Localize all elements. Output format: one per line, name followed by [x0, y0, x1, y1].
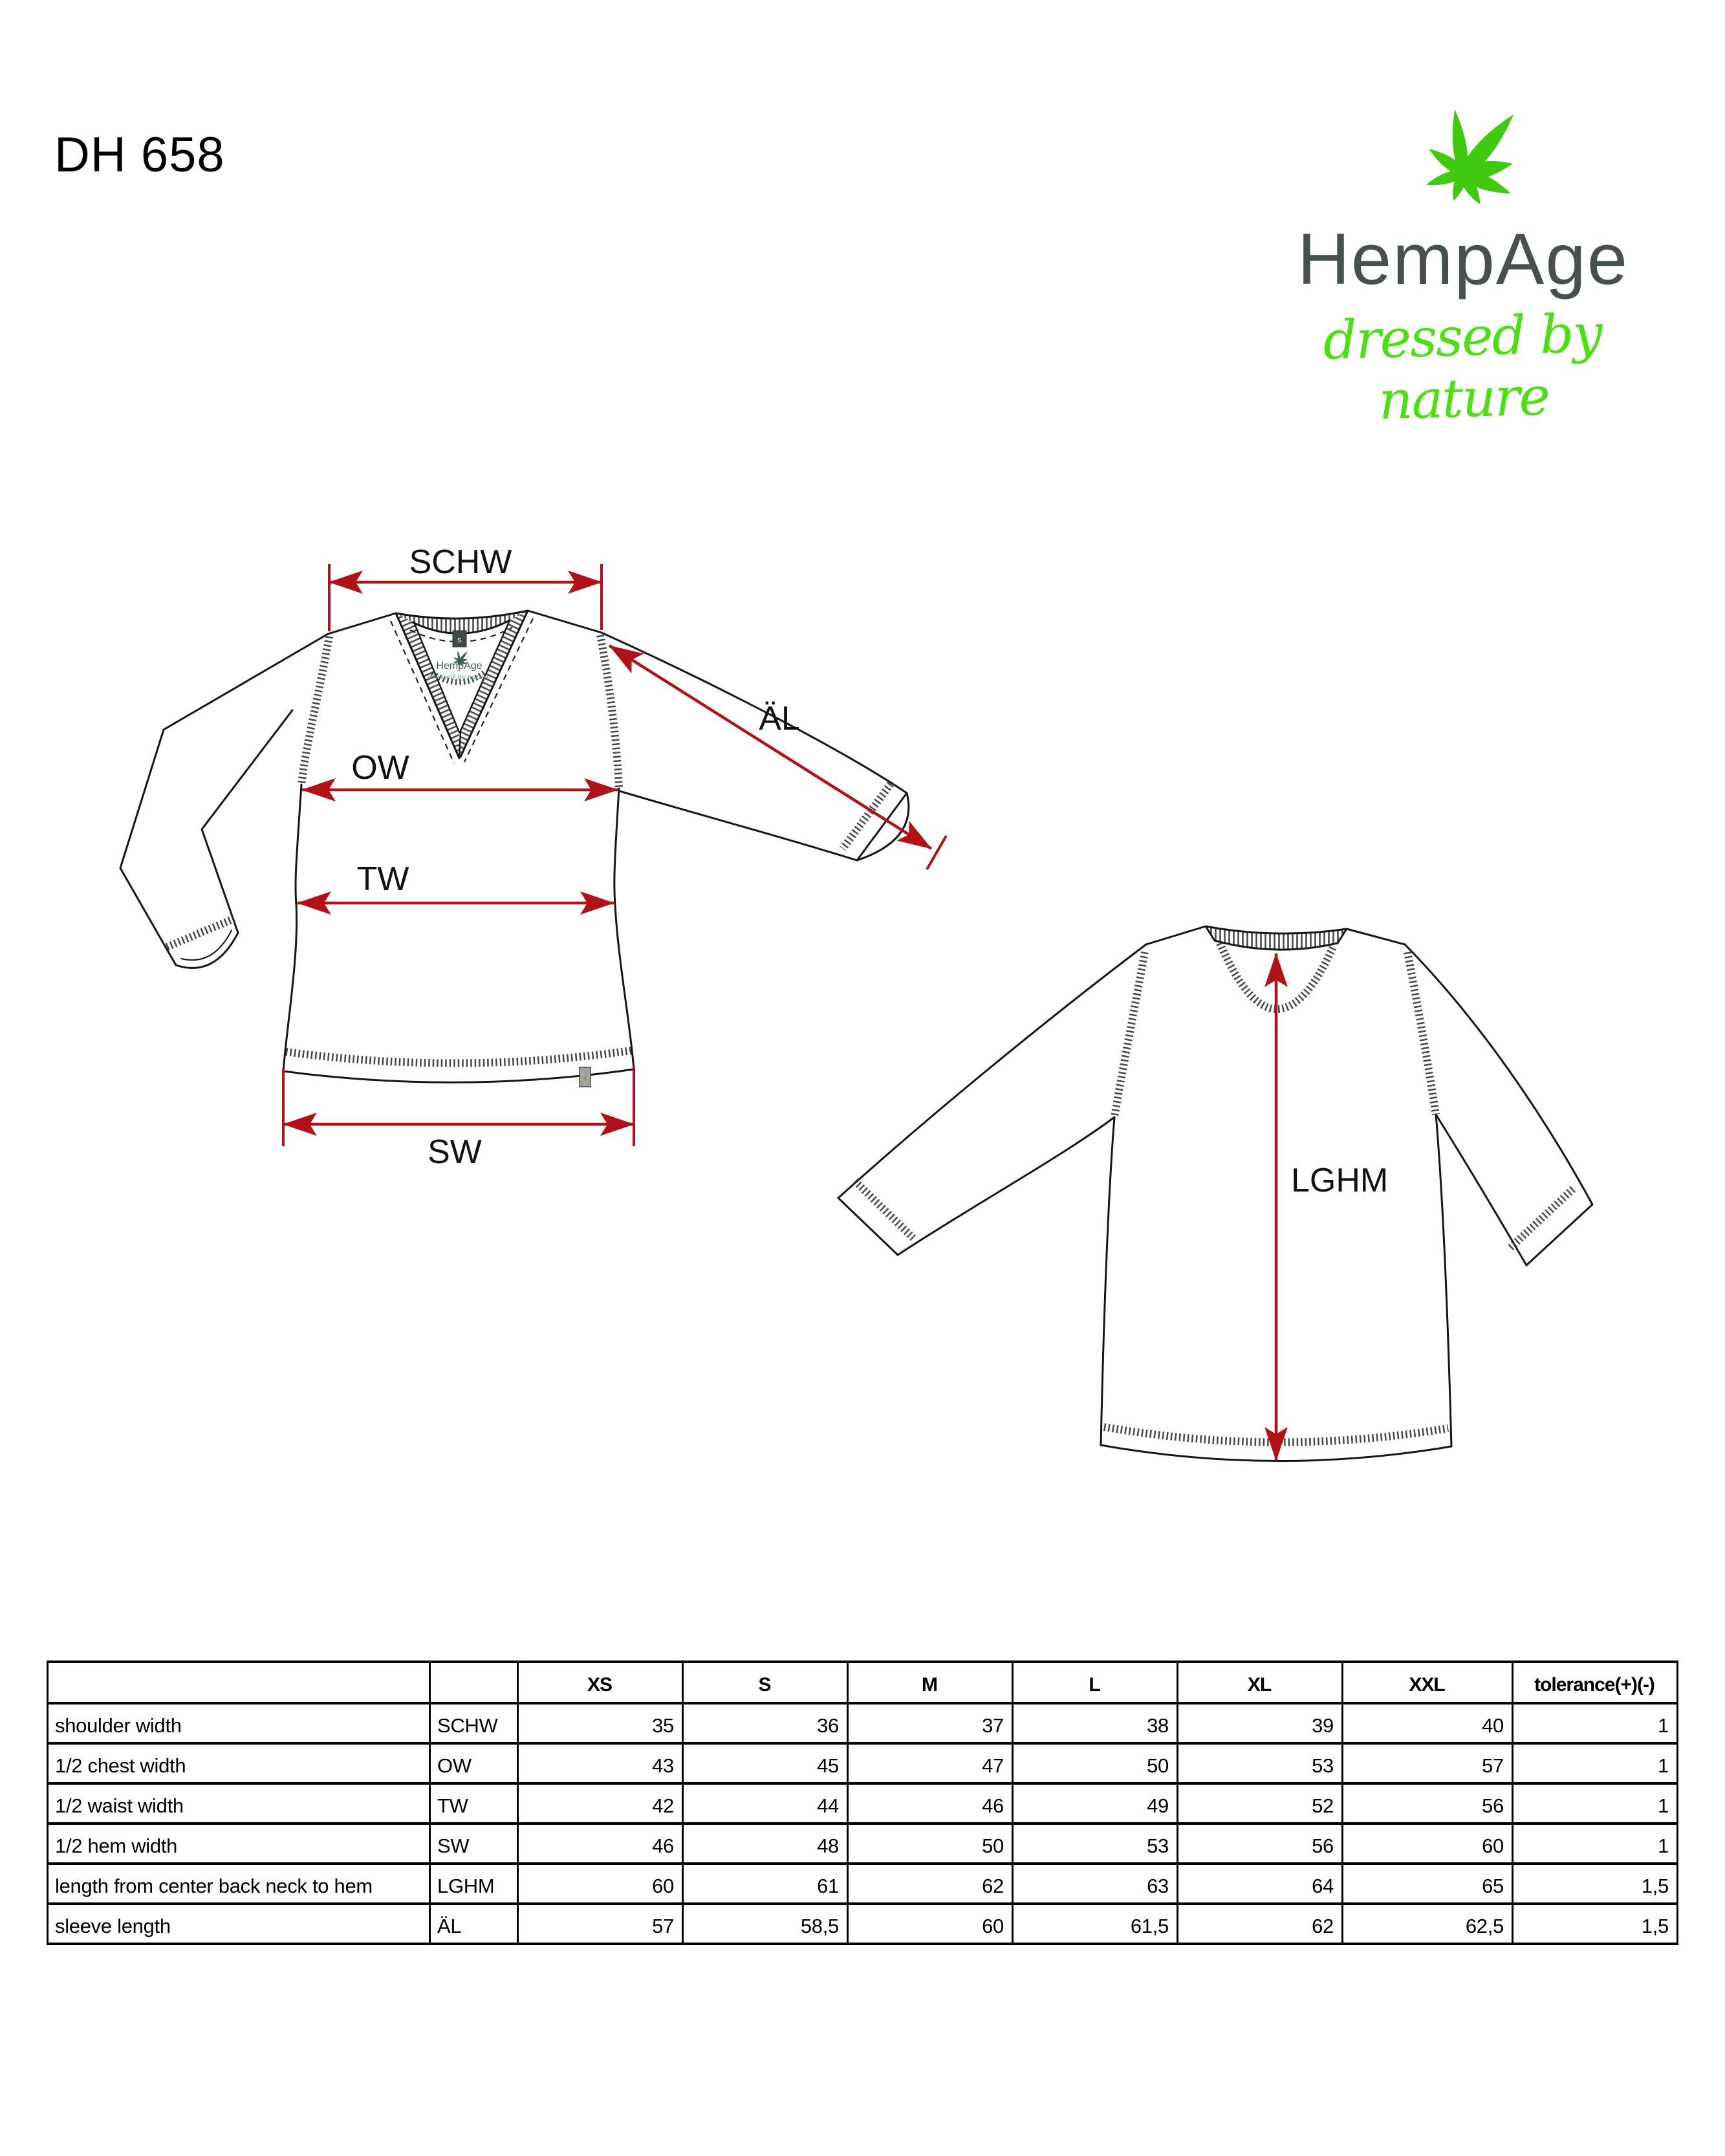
value-xxl: 60	[1343, 1824, 1513, 1864]
ow-label: OW	[351, 749, 409, 787]
table-row	[48, 1904, 1678, 1944]
value-xl: 56	[1178, 1824, 1343, 1864]
logo-tagline-text: dressed by nature	[1322, 303, 1603, 432]
value-xxl: 40	[1343, 1703, 1513, 1743]
value-s: 44	[683, 1783, 848, 1824]
measure-label: 1/2 waist width	[48, 1783, 430, 1824]
measure-label: length from center back neck to hem	[48, 1864, 430, 1904]
page-title: DH 658	[54, 127, 225, 182]
value-xxl: 57	[1343, 1743, 1513, 1783]
value-m: 62	[848, 1864, 1013, 1904]
schw-label: SCHW	[409, 543, 512, 581]
logo-brand-text: HempAge	[1297, 219, 1629, 299]
header-l: L	[1013, 1662, 1178, 1703]
value-tolerance: 1	[1513, 1743, 1678, 1783]
measure-label: 1/2 chest width	[48, 1743, 430, 1783]
value-xxl: 65	[1343, 1864, 1513, 1904]
value-m: 60	[848, 1904, 1013, 1944]
value-tolerance: 1	[1513, 1783, 1678, 1824]
header-m: M	[848, 1662, 1013, 1703]
value-l: 61,5	[1013, 1904, 1178, 1944]
value-l: 38	[1013, 1703, 1178, 1743]
value-xl: 62	[1178, 1904, 1343, 1944]
back-view-drawing	[838, 926, 1592, 1461]
header-code-blank	[430, 1662, 518, 1703]
measure-code: TW	[430, 1783, 518, 1824]
measure-code: ÄL	[430, 1904, 518, 1944]
front-view-drawing	[120, 543, 946, 1171]
value-xs: 42	[518, 1783, 683, 1824]
value-m: 37	[848, 1703, 1013, 1743]
value-xs: 57	[518, 1904, 683, 1944]
value-xl: 39	[1178, 1703, 1343, 1743]
table-row	[48, 1824, 1678, 1864]
neck-label-tagline: dressed by nature	[428, 673, 491, 681]
al-extent-tick	[927, 836, 946, 869]
neck-label	[428, 631, 490, 681]
neck-label-size: s	[457, 635, 462, 644]
header-s: S	[683, 1662, 848, 1703]
value-xxl: 56	[1343, 1783, 1513, 1824]
value-l: 63	[1013, 1864, 1178, 1904]
table-row	[48, 1783, 1678, 1824]
value-tolerance: 1	[1513, 1703, 1678, 1743]
measure-code: SCHW	[430, 1703, 518, 1743]
al-label: ÄL	[759, 700, 800, 737]
size-table-header-row	[48, 1662, 1678, 1703]
value-xl: 52	[1178, 1783, 1343, 1824]
tw-label: TW	[356, 860, 409, 898]
measure-code: LGHM	[430, 1864, 518, 1904]
measure-code: OW	[430, 1743, 518, 1783]
table-row	[48, 1743, 1678, 1783]
value-xs: 43	[518, 1743, 683, 1783]
value-s: 61	[683, 1864, 848, 1904]
value-tolerance: 1,5	[1513, 1864, 1678, 1904]
value-xs: 60	[518, 1864, 683, 1904]
sw-label: SW	[428, 1133, 482, 1171]
value-m: 46	[848, 1783, 1013, 1824]
value-m: 50	[848, 1824, 1013, 1864]
value-l: 50	[1013, 1743, 1178, 1783]
table-row	[48, 1703, 1678, 1743]
neck-label-brand: HempAge	[436, 660, 483, 671]
value-s: 45	[683, 1743, 848, 1783]
table-row	[48, 1864, 1678, 1904]
logo-hemp-leaf-icon	[1424, 108, 1520, 207]
value-xxl: 62,5	[1343, 1904, 1513, 1944]
measure-label: sleeve length	[48, 1904, 430, 1944]
value-xl: 64	[1178, 1864, 1343, 1904]
value-l: 53	[1013, 1824, 1178, 1864]
header-xl: XL	[1178, 1662, 1343, 1703]
size-table	[47, 1661, 1678, 1945]
value-tolerance: 1,5	[1513, 1904, 1678, 1944]
value-s: 48	[683, 1824, 848, 1864]
header-tolerance-: tolerance(+)(-)	[1513, 1662, 1678, 1703]
value-m: 47	[848, 1743, 1013, 1783]
value-tolerance: 1	[1513, 1824, 1678, 1864]
measure-label: shoulder width	[48, 1703, 430, 1743]
al-arrow	[609, 646, 931, 849]
measure-code: SW	[430, 1824, 518, 1864]
header-xs: XS	[518, 1662, 683, 1703]
hem-tag	[580, 1067, 591, 1087]
value-xs: 35	[518, 1703, 683, 1743]
header-measure-blank	[48, 1662, 430, 1703]
size-table-body	[48, 1703, 1678, 1944]
value-xl: 53	[1178, 1743, 1343, 1783]
value-xs: 46	[518, 1824, 683, 1864]
value-s: 58,5	[683, 1904, 848, 1944]
header-xxl: XXL	[1343, 1662, 1513, 1703]
value-l: 49	[1013, 1783, 1178, 1824]
measure-label: 1/2 hem width	[48, 1824, 430, 1864]
value-s: 36	[683, 1703, 848, 1743]
lghm-label: LGHM	[1291, 1162, 1389, 1199]
